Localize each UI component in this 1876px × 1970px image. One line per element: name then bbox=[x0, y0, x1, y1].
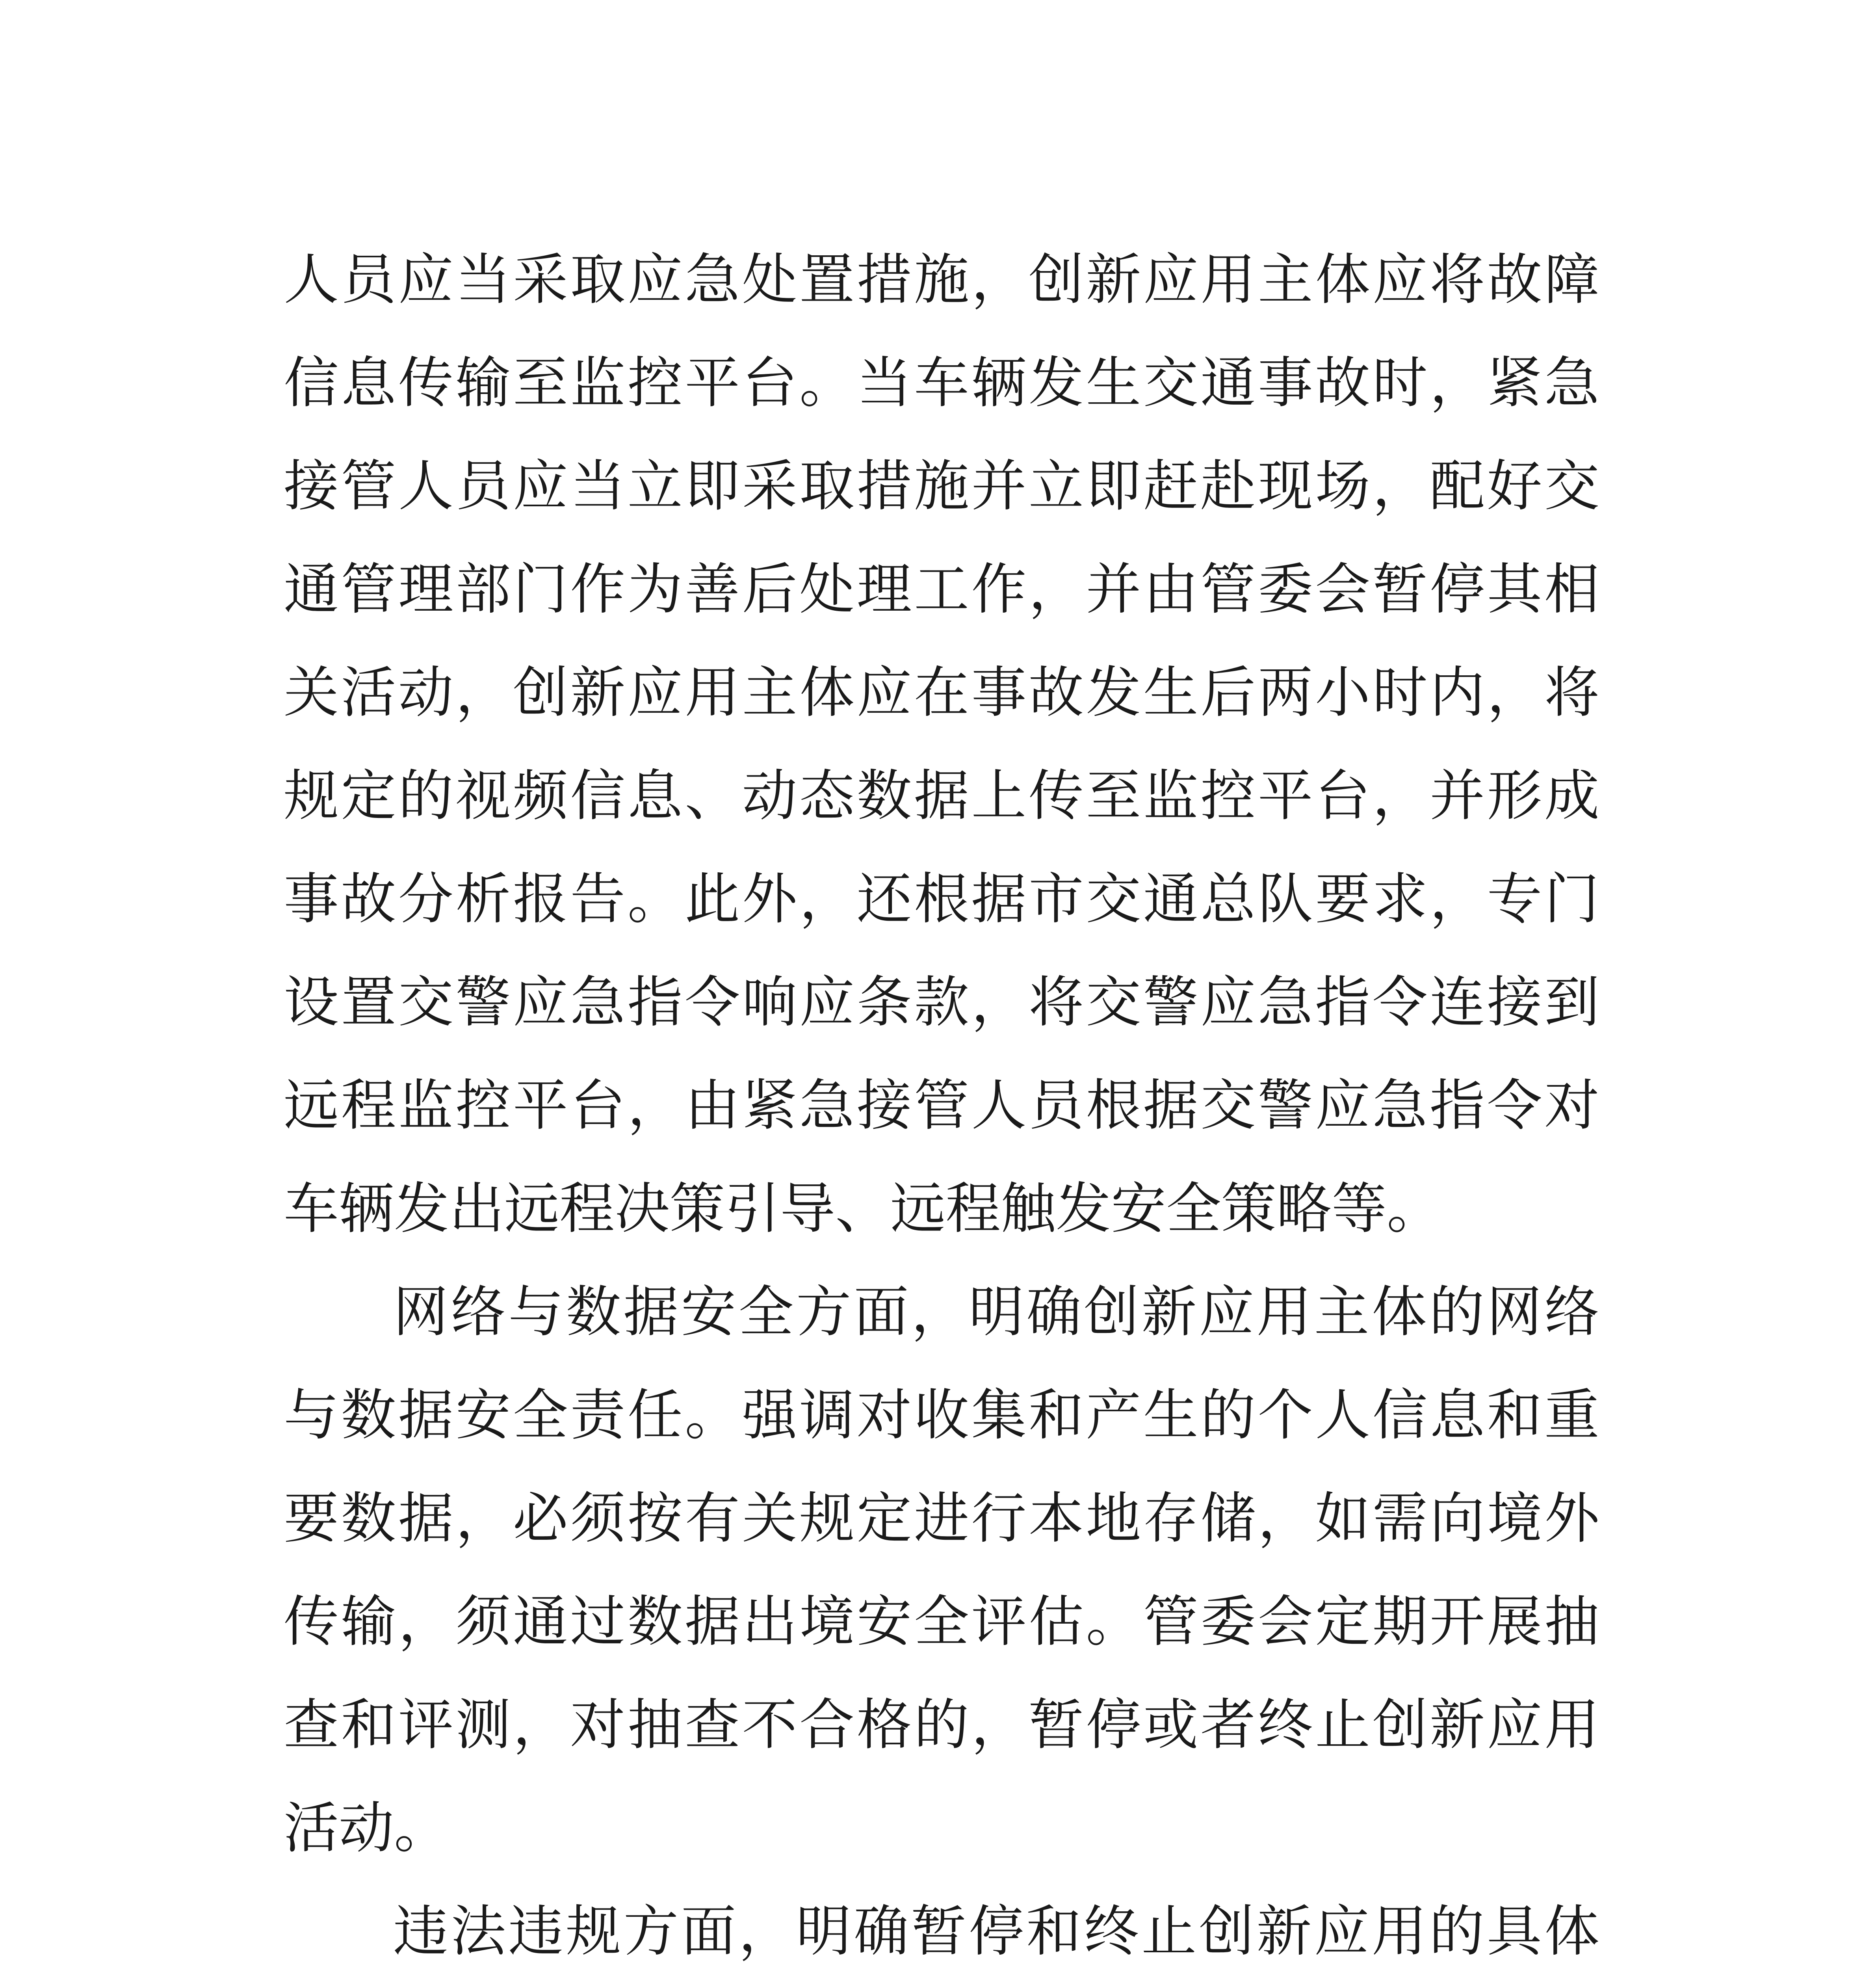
paragraph-1-line-4: 通管理部门作为善后处理工作，并由管委会暂停其相 bbox=[284, 558, 1599, 622]
paragraph-1-line-7: 事故分析报告。此外，还根据市交通总队要求，专门 bbox=[284, 867, 1599, 931]
paragraph-1-line-3: 接管人员应当立即采取措施并立即赶赴现场，配好交 bbox=[284, 454, 1599, 519]
paragraph-1-line-1: 人员应当采取应急处置措施，创新应用主体应将故障 bbox=[284, 248, 1599, 312]
paragraph-1-line-5: 关活动，创新应用主体应在事故发生后两小时内，将 bbox=[284, 661, 1599, 725]
paragraph-2-line-1: 网络与数据安全方面，明确创新应用主体的网络 bbox=[393, 1280, 1599, 1344]
paragraph-2-line-2: 与数据安全责任。强调对收集和产生的个人信息和重 bbox=[284, 1383, 1599, 1448]
paragraph-1-line-6: 规定的视频信息、动态数据上传至监控平台，并形成 bbox=[284, 764, 1599, 828]
paragraph-1-line-9: 远程监控平台，由紧急接管人员根据交警应急指令对 bbox=[284, 1074, 1599, 1138]
body-text bbox=[284, 229, 1599, 1970]
paragraph-1-line-2: 信息传输至监控平台。当车辆发生交通事故时，紧急 bbox=[284, 351, 1599, 415]
paragraph-1-line-8: 设置交警应急指令响应条款，将交警应急指令连接到 bbox=[284, 970, 1599, 1035]
paragraph-2-line-3: 要数据，必须按有关规定进行本地存储，如需向境外 bbox=[284, 1487, 1599, 1551]
paragraph-1-line-10: 车辆发出远程决策引导、远程触发安全策略等。 bbox=[284, 1177, 1442, 1241]
paragraph-2-line-4: 传输，须通过数据出境安全评估。管委会定期开展抽 bbox=[284, 1590, 1599, 1654]
paragraph-2-line-5: 查和评测，对抽查不合格的，暂停或者终止创新应用 bbox=[284, 1693, 1599, 1757]
paragraph-2-line-6: 活动。 bbox=[284, 1796, 449, 1860]
paragraph-3-line-1: 违法违规方面，明确暂停和终止创新应用的具体 bbox=[393, 1899, 1599, 1964]
